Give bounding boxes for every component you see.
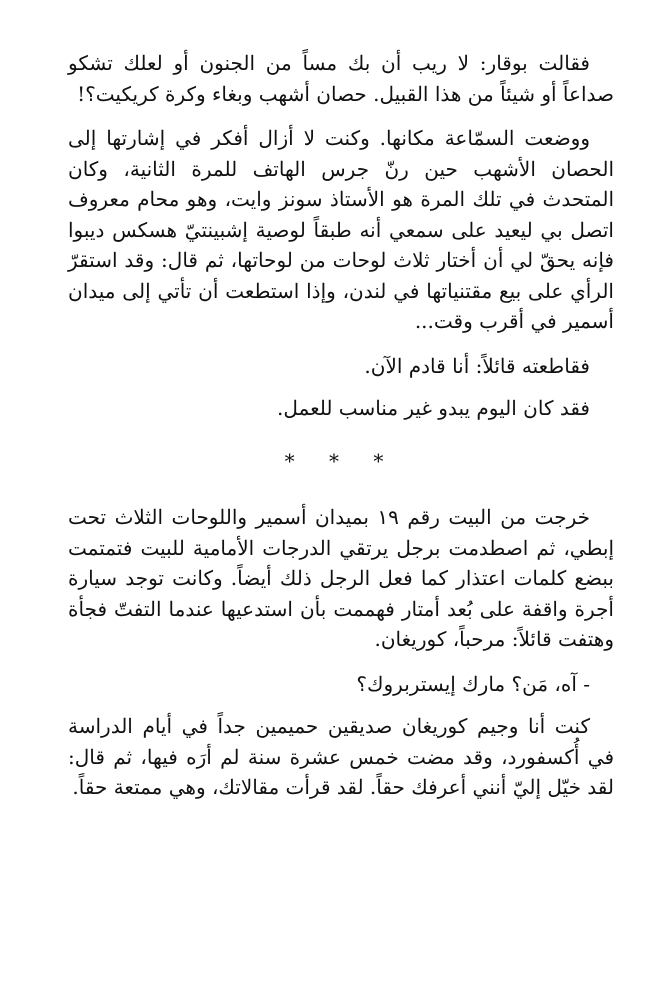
paragraph-4: فقد كان اليوم يبدو غير مناسب للعمل. (277, 396, 590, 420)
paragraph-2: ووضعت السمّاعة مكانها. وكنت لا أزال أفكر في إشارتها إلى الحصان الأشهب حين رنّ جرس الهاتف للمرة الثانية، وكان المتحدث في تلك المرة هو الأستاذ سونز وايت، وهو محام معروف اتصل بي ليعيد على سمعي أنه طبقاً لوصية إشبينتيّ هسكس ديبوا فإنه يحقّ لي أن أختار ثلاث لوحات من لوحاتها، ثم قال: وقد استقرّ الرأي على بيع مقتنياتها في لندن، وإذا استطعت أن تأتي إلى ميدان أسمير في أقرب وقت... (68, 126, 614, 333)
paragraph-6: - آه، مَن؟ مارك إيستربروك؟ (356, 671, 590, 696)
paragraph-5: خرجت من البيت رقم ١٩ بميدان أسمير واللوحات الثلاث تحت إبطي، ثم اصطدمت برجل يرتقي الدرجات الأمامية للبيت فتمتمت ببضع كلمات اعتذار كما فعل الرجل ذلك أيضاً. وكانت توجد سيارة أجرة واقفة على بُعد أمتار فهممت بأن استدعيها عندما التفتّ فجأة وهتفت قائلاً: مرحباً، كوريغان. (68, 505, 614, 651)
paragraph-7: كنت أنا وجيم كوريغان صديقين حميمين جداً في أيام الدراسة في أُكسفورد، وقد مضت خمس عشرة سنة لم أرَه فيها، ثم قال: لقد خيّل إليّ أنني أعرفك حقاً. لقد قرأت مقالاتك، وهي ممتعة حقاً. (68, 714, 614, 799)
section-separator: * * * (284, 448, 398, 473)
paragraph-1: فقالت بوقار: لا ريب أن بك مساً من الجنون أو لعلك تشكو صداعاً أو شيئاً من هذا القبيل. حصان أشهب وبغاء وكرة كريكيت؟! (68, 51, 614, 106)
paragraph-3: فقاطعته قائلاً: أنا قادم الآن. (364, 353, 590, 378)
book-page (68, 48, 614, 817)
